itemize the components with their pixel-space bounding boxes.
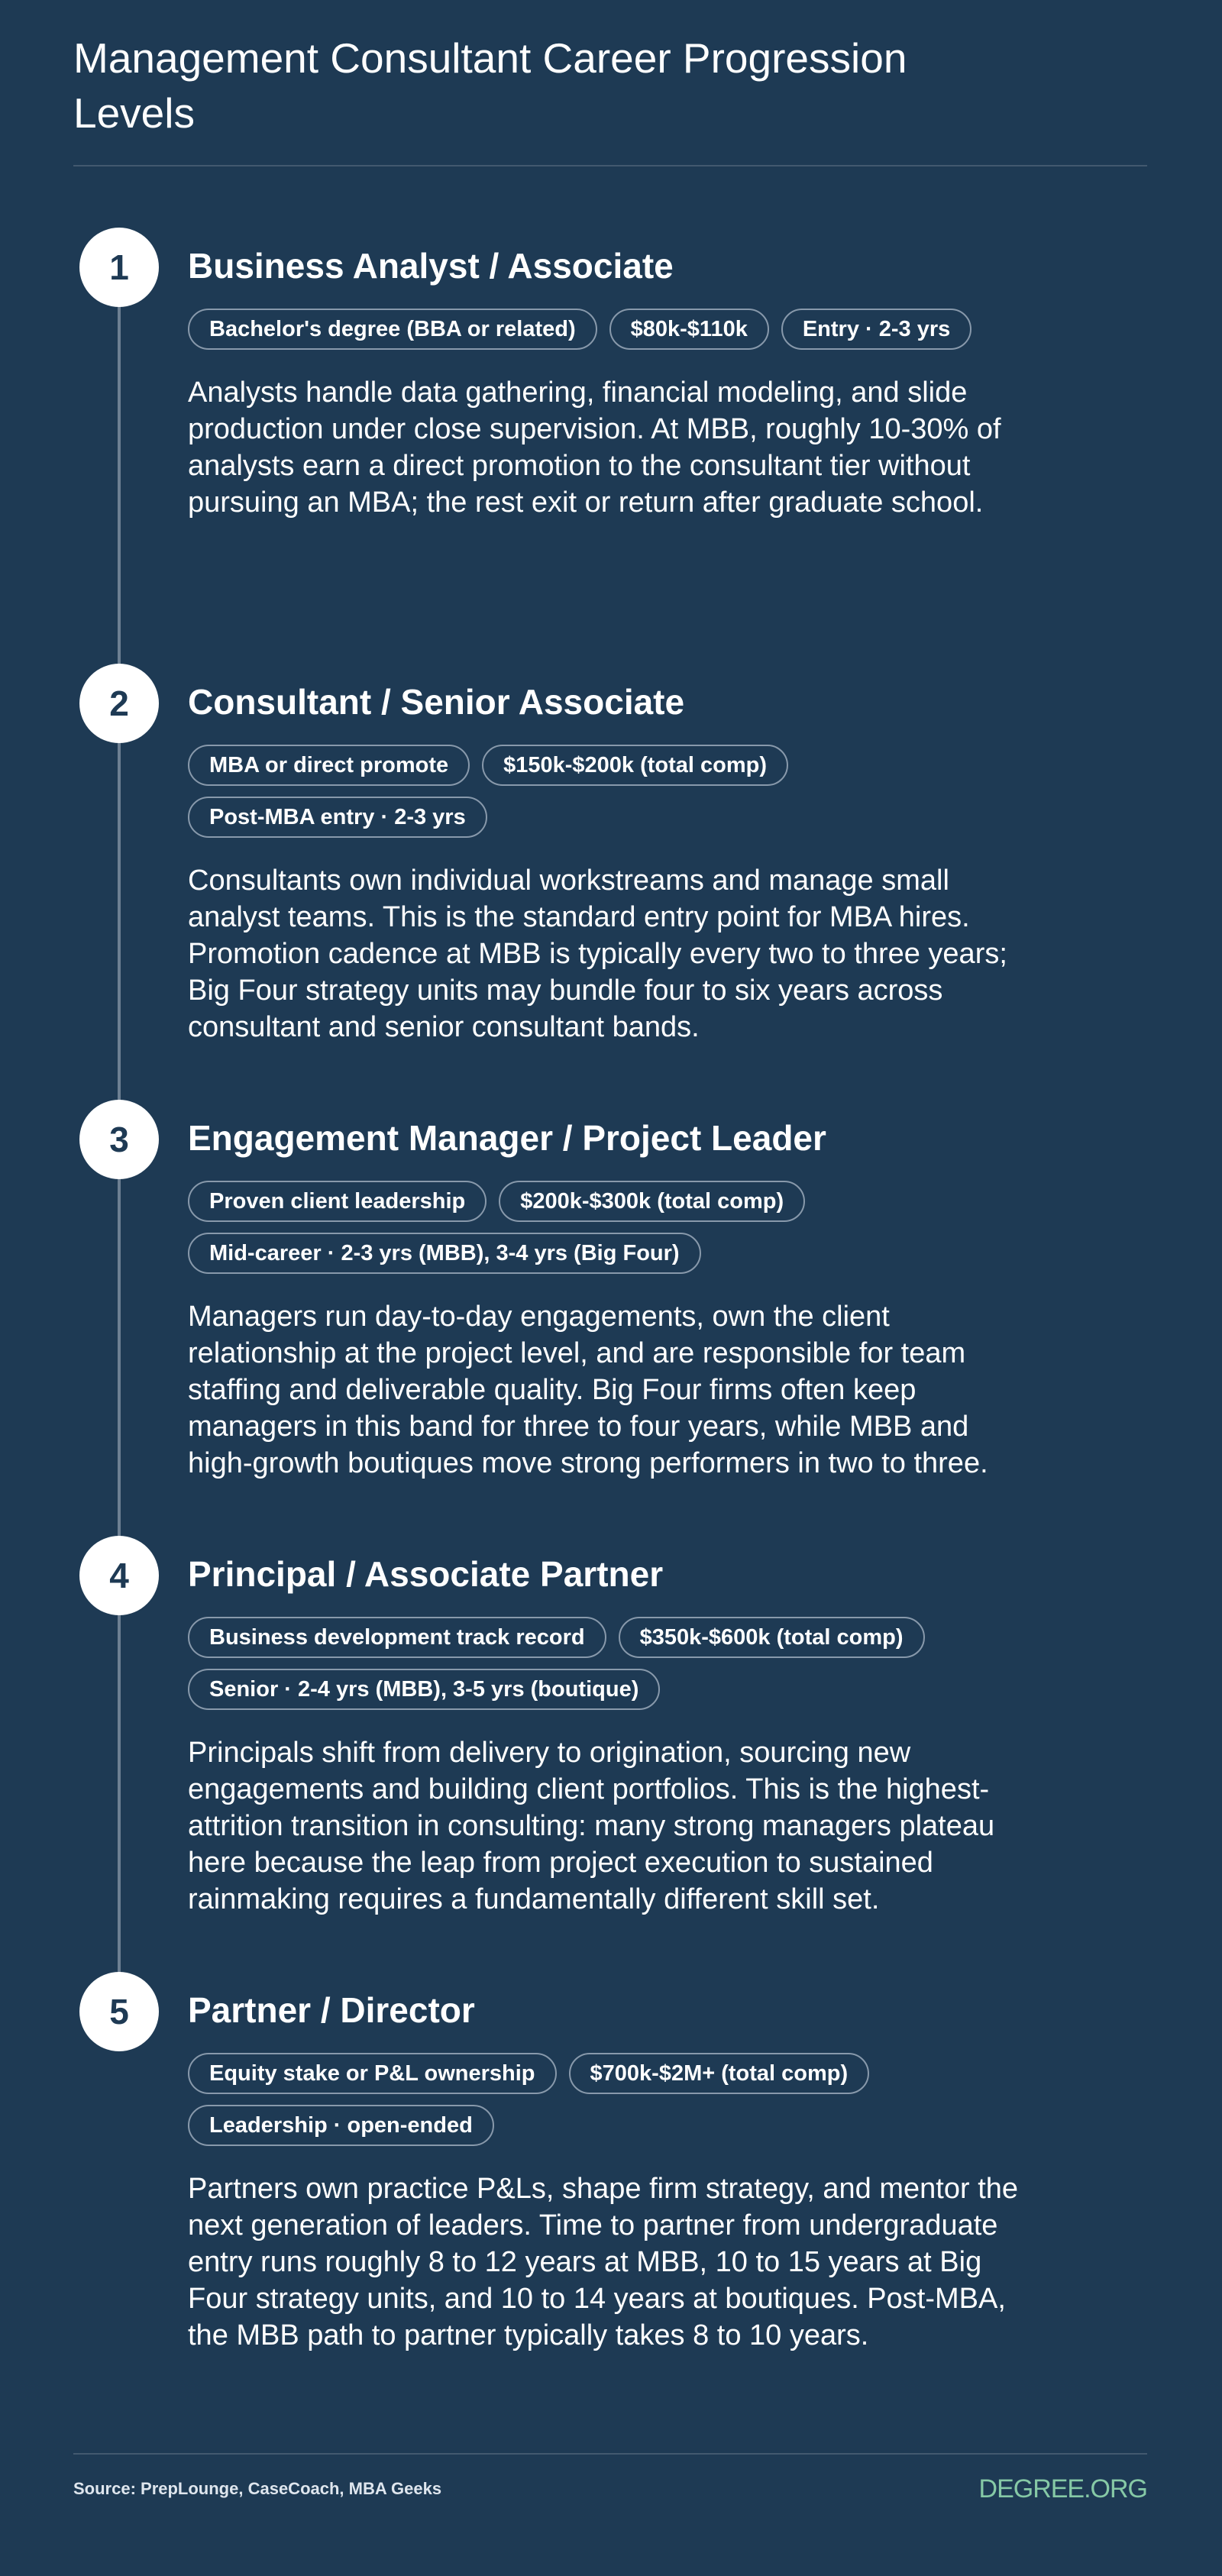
salary-tag: $350k-$600k (total comp) xyxy=(619,1617,925,1658)
level-title: Engagement Manager / Project Leader xyxy=(188,1118,826,1158)
tenure-tag: Post-MBA entry · 2-3 yrs xyxy=(188,797,487,838)
level-description: Managers run day-to-day engagements, own the client relationship at the project level, and are responsible for team staffing and deliverable quality. Big Four firms often keep managers in this band for three to four years, while MBB and high-growth boutiques move strong performers in two to three. xyxy=(188,1301,988,1479)
salary-tag: $700k-$2M+ (total comp) xyxy=(569,2053,870,2094)
level-title: Consultant / Senior Associate xyxy=(188,682,685,722)
salary-tag: $80k-$110k xyxy=(609,309,769,350)
header-divider xyxy=(73,165,1147,166)
footer-divider xyxy=(73,2453,1147,2455)
level-content xyxy=(188,664,1020,1075)
level-tags xyxy=(188,745,875,838)
level-tags xyxy=(188,2053,967,2146)
level-number-badge: 2 xyxy=(79,664,159,743)
header xyxy=(73,31,944,141)
requirement-tag: MBA or direct promote xyxy=(188,745,470,786)
level-tags xyxy=(188,309,1020,350)
level-description: Principals shift from delivery to origination, sourcing new engagements and building client portfolios. This is the highest-attrition transition in consulting: many strong managers plateau here because the leap from project execution to sustained rainmaking requires a fundamentally different skill set. xyxy=(188,1737,995,1915)
level-title: Partner / Director xyxy=(188,1990,475,2030)
level-content xyxy=(188,228,1020,550)
level-description: Consultants own individual workstreams and manage small analyst teams. This is the standard entry point for MBA hires. Promotion cadence at MBB is typically every two to three years; Big Four strategy units may bundle four to six years across consultant and senior consultant bands. xyxy=(188,865,1007,1043)
level-title: Business Analyst / Associate xyxy=(188,246,674,286)
salary-tag: $200k-$300k (total comp) xyxy=(499,1181,805,1222)
level-number-badge: 3 xyxy=(79,1100,159,1179)
level-number-badge: 4 xyxy=(79,1536,159,1615)
level-title: Principal / Associate Partner xyxy=(188,1554,664,1594)
level-description: Analysts handle data gathering, financial modeling, and slide production under close supervision. At MBB, roughly 10-30% of analysts earn a direct promotion to the consultant tier without pursuing an MBA; the rest exit or return after graduate school. xyxy=(188,377,1001,519)
requirement-tag: Proven client leadership xyxy=(188,1181,487,1222)
brand-logo: DEGREE.ORG xyxy=(978,2474,1147,2503)
level-number-badge: 1 xyxy=(79,228,159,307)
requirement-tag: Bachelor's degree (BBA or related) xyxy=(188,309,597,350)
tenure-tag: Leadership · open-ended xyxy=(188,2105,494,2146)
requirement-tag: Equity stake or P&L ownership xyxy=(188,2053,557,2094)
level-content xyxy=(188,1972,1020,2383)
requirement-tag: Business development track record xyxy=(188,1617,606,1658)
level-tags xyxy=(188,1181,875,1274)
level-content xyxy=(188,1100,1020,1511)
tenure-tag: Mid-career · 2-3 yrs (MBB), 3-4 yrs (Big Four) xyxy=(188,1233,701,1274)
level-content xyxy=(188,1536,1020,1947)
level-description: Partners own practice P&Ls, shape firm strategy, and mentor the next generation of leaders. Time to partner from undergraduate entry runs roughly 8 to 12 years at MBB, 10 to 15 years at Big Four strategy units, and 10 to 14 years at boutiques. Post-MBA, the MBB path to partner typically takes 8 to 10 years. xyxy=(188,2173,1019,2351)
tenure-tag: Entry · 2-3 yrs xyxy=(781,309,971,350)
level-number-badge: 5 xyxy=(79,1972,159,2051)
tenure-tag: Senior · 2-4 yrs (MBB), 3-5 yrs (boutique) xyxy=(188,1669,660,1710)
salary-tag: $150k-$200k (total comp) xyxy=(482,745,788,786)
page-title: Management Consultant Career Progression Levels xyxy=(73,34,907,137)
source-note: Source: PrepLounge, CaseCoach, MBA Geeks xyxy=(73,2479,442,2498)
level-tags xyxy=(188,1617,997,1710)
